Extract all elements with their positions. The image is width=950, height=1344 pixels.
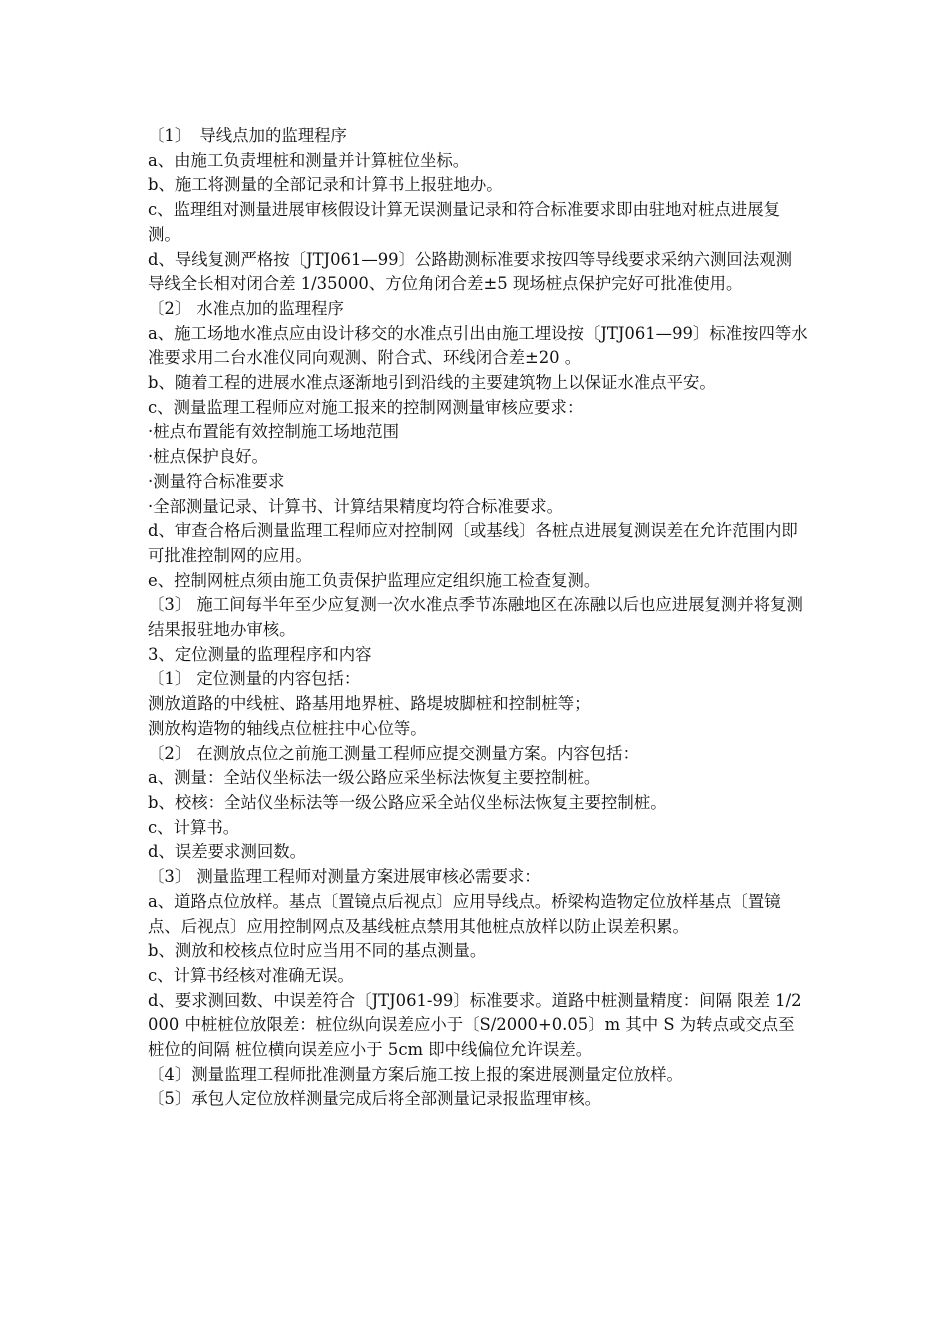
paragraph: a、由施工负责埋桩和测量并计算桩位坐标。 [148,150,470,170]
paragraph: 〔2〕 在测放点位之前施工测量工程师应提交测量方案。内容包括： [148,743,639,763]
paragraph: 〔1〕 定位测量的内容包括： [148,669,361,689]
paragraph: e、控制网桩点须由施工负责保护监理应定组织施工检查复测。 [148,570,601,590]
paragraph: b、施工将测量的全部记录和计算书上报驻地办。 [148,175,503,195]
paragraph: a、道路点位放样。基点〔置镜点后视点〕应用导线点。桥梁构造物定位放样基点〔置镜点、后视点〕应用控制网点及基线桩点禁用其他桩点放样以防止误差积累。 [148,891,781,936]
paragraph: 〔3〕 测量监理工程师对测量方案进展审核必需要求： [148,867,541,887]
paragraph: c、测量监理工程师应对施工报来的控制网测量审核应要求： [148,397,584,417]
paragraph: ·桩点布置能有效控制施工场地范围 [148,422,400,442]
paragraph: d、误差要求测回数。 [148,842,307,862]
paragraph: 〔3〕 施工间每半年至少应复测一次水准点季节冻融地区在冻融以后也应进展复测并将复测结果报驻地办审核。 [148,595,803,640]
paragraph: c、监理组对测量进展审核假设计算无误测量记录和符合标准要求即由驻地对桩点进展复测。 [148,200,781,244]
section-heading: 3、定位测量的监理程序和内容 [148,644,372,664]
paragraph: 〔5〕承包人定位放样测量完成后将全部测量记录报监理审核。 [148,1089,601,1109]
paragraph: 测放道路的中线桩、路基用地界桩、路堤坡脚桩和控制桩等； [148,694,591,714]
paragraph: 〔4〕测量监理工程师批准测量方案后施工按上报的案进展测量定位放样。 [148,1064,683,1084]
paragraph: c、计算书经核对准确无误。 [148,965,354,985]
paragraph: 〔2〕 水准点加的监理程序 [148,298,344,318]
paragraph: a、施工场地水准点应由设计移交的水准点引出由施工埋设按〔JTJ061—99〕标准按四等水准要求用二台水准仪同向观测、附合式、环线闭合差±20 。 [148,323,808,368]
paragraph: 测放构造物的轴线点位桩拄中心位等。 [148,718,427,738]
paragraph: d、导线复测严格按〔JTJ061—99〕公路勘测标准要求按四等导线要求采纳六测回法观测导线全长相对闭合差 1/35000、方位角闭合差±5 现场桩点保护完好可批准使用。 [148,249,792,294]
paragraph: d、要求测回数、中误差符合〔JTJ061-99〕标准要求。道路中桩测量精度：间隔 限差 1/2000 中桩桩位放限差：桩位纵向误差应小于〔S/2000+0.05〕m 其中 S 为转点或交点至桩位的间隔 桩位横向误差应小于 5cm 即中线偏位允许误差。 [148,990,802,1060]
paragraph: 〔1〕 导线点加的监理程序 [148,126,347,145]
paragraph: b、随着工程的进展水准点逐渐地引到沿线的主要建筑物上以保证水准点平安。 [148,373,716,393]
paragraph: b、测放和校核点位时应当用不同的基点测量。 [148,941,487,961]
paragraph: ·测量符合标准要求 [148,471,285,491]
paragraph: c、计算书。 [148,817,240,837]
paragraph: ·全部测量记录、计算书、计算结果精度均符合标准要求。 [148,496,563,516]
paragraph: d、审查合格后测量监理工程师应对控制网〔或基线〕各桩点进展复测误差在允许范围内即可批准控制网的应用。 [148,521,798,565]
paragraph: ·桩点保护良好。 [148,447,268,467]
paragraph: a、测量：全站仪坐标法一级公路应采坐标法恢复主要控制桩。 [148,768,601,788]
paragraph: b、校核：全站仪坐标法等一级公路应采全站仪坐标法恢复主要控制桩。 [148,792,667,812]
document-body [148,124,808,1112]
